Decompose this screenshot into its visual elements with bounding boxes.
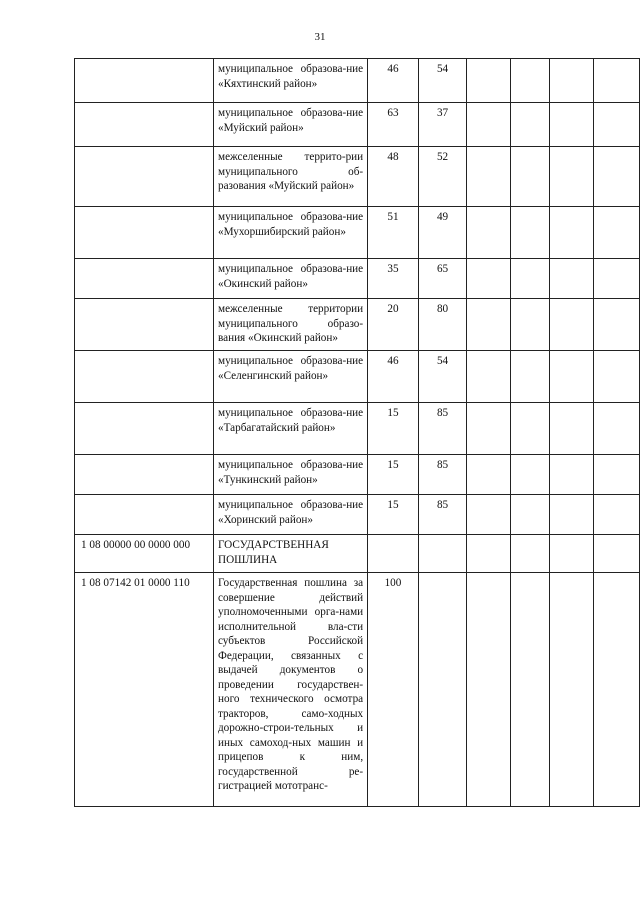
- table-row: [75, 147, 640, 207]
- row-empty-cell: [593, 573, 639, 807]
- row-empty-cell: [549, 103, 593, 147]
- row-code-cell: [75, 455, 214, 495]
- row-empty-cell: [511, 403, 549, 455]
- row-code-cell: 1 08 00000 00 0000 000: [75, 535, 214, 573]
- row-name-cell: муниципальное образова-ние «Хоринский район»: [213, 495, 367, 535]
- row-value-2-cell: [418, 573, 466, 807]
- row-name-cell: межселенные террито-рии муниципального об-разования «Муйский район»: [213, 147, 367, 207]
- table-row: [75, 535, 640, 573]
- row-empty-cell: [549, 573, 593, 807]
- row-empty-cell: [593, 403, 639, 455]
- row-empty-cell: [467, 207, 511, 259]
- row-value-1-cell: 46: [368, 59, 419, 103]
- row-empty-cell: [549, 495, 593, 535]
- row-empty-cell: [549, 59, 593, 103]
- row-code-cell: [75, 351, 214, 403]
- row-empty-cell: [511, 147, 549, 207]
- row-empty-cell: [467, 455, 511, 495]
- row-empty-cell: [593, 535, 639, 573]
- row-value-1-cell: 63: [368, 103, 419, 147]
- row-empty-cell: [511, 259, 549, 299]
- row-value-2-cell: 54: [418, 59, 466, 103]
- row-code-cell: [75, 495, 214, 535]
- row-empty-cell: [511, 207, 549, 259]
- row-empty-cell: [549, 147, 593, 207]
- row-empty-cell: [467, 59, 511, 103]
- row-empty-cell: [467, 103, 511, 147]
- row-value-2-cell: 37: [418, 103, 466, 147]
- row-empty-cell: [511, 535, 549, 573]
- row-code-cell: [75, 103, 214, 147]
- table-row: [75, 351, 640, 403]
- row-empty-cell: [549, 455, 593, 495]
- row-code-cell: [75, 147, 214, 207]
- table-row: [75, 403, 640, 455]
- row-value-2-cell: 85: [418, 455, 466, 495]
- row-empty-cell: [467, 259, 511, 299]
- row-value-2-cell: 52: [418, 147, 466, 207]
- row-empty-cell: [511, 299, 549, 351]
- row-empty-cell: [593, 147, 639, 207]
- row-empty-cell: [467, 147, 511, 207]
- row-name-cell: Государственная пошлина за совершение действий уполномоченными орга-нами исполнительной вла-сти субъектов Российской Федерации, связанных с выдачей документов о проведении государствен-ного технического осмотра тракторов, само-ходных дорожно-строи-тельных и иных самоход-ных машин и прицепов к ним, государственной ре-гистрацией мототранс-: [213, 573, 367, 807]
- row-value-2-cell: 85: [418, 403, 466, 455]
- table-row: [75, 259, 640, 299]
- row-empty-cell: [511, 495, 549, 535]
- row-name-cell: муниципальное образова-ние «Тарбагатайский район»: [213, 403, 367, 455]
- row-value-1-cell: [368, 535, 419, 573]
- row-empty-cell: [467, 403, 511, 455]
- row-empty-cell: [549, 207, 593, 259]
- row-name-cell: межселенные территории муниципального образо-вания «Окинский район»: [213, 299, 367, 351]
- table-row: [75, 573, 640, 807]
- revenue-distribution-table: [74, 58, 640, 807]
- row-empty-cell: [549, 351, 593, 403]
- page-number: 31: [314, 31, 326, 43]
- row-code-cell: [75, 403, 214, 455]
- row-name-cell: муниципальное образова-ние «Окинский район»: [213, 259, 367, 299]
- row-value-1-cell: 100: [368, 573, 419, 807]
- row-empty-cell: [593, 207, 639, 259]
- table-row: [75, 207, 640, 259]
- row-empty-cell: [593, 103, 639, 147]
- row-value-1-cell: 15: [368, 403, 419, 455]
- row-empty-cell: [593, 59, 639, 103]
- table-row: [75, 455, 640, 495]
- row-empty-cell: [467, 535, 511, 573]
- row-value-2-cell: 49: [418, 207, 466, 259]
- row-code-cell: [75, 59, 214, 103]
- row-empty-cell: [511, 455, 549, 495]
- row-value-1-cell: 15: [368, 455, 419, 495]
- row-empty-cell: [467, 351, 511, 403]
- row-empty-cell: [549, 259, 593, 299]
- row-name-cell: муниципальное образова-ние «Мухоршибирский район»: [213, 207, 367, 259]
- table-row: [75, 59, 640, 103]
- row-value-1-cell: 46: [368, 351, 419, 403]
- row-empty-cell: [467, 495, 511, 535]
- row-value-1-cell: 20: [368, 299, 419, 351]
- row-empty-cell: [593, 495, 639, 535]
- row-empty-cell: [467, 573, 511, 807]
- row-name-cell: муниципальное образова-ние «Кяхтинский район»: [213, 59, 367, 103]
- row-empty-cell: [467, 299, 511, 351]
- row-name-cell: муниципальное образова-ние «Селенгинский район»: [213, 351, 367, 403]
- row-empty-cell: [511, 59, 549, 103]
- row-code-cell: [75, 299, 214, 351]
- row-value-2-cell: 80: [418, 299, 466, 351]
- row-value-2-cell: 65: [418, 259, 466, 299]
- table-body: [75, 59, 640, 807]
- row-name-cell: муниципальное образова-ние «Тункинский район»: [213, 455, 367, 495]
- row-empty-cell: [549, 403, 593, 455]
- row-value-1-cell: 48: [368, 147, 419, 207]
- row-empty-cell: [593, 259, 639, 299]
- row-empty-cell: [549, 535, 593, 573]
- row-value-2-cell: 85: [418, 495, 466, 535]
- row-code-cell: [75, 259, 214, 299]
- row-empty-cell: [511, 351, 549, 403]
- row-name-cell: ГОСУДАРСТВЕННАЯ ПОШЛИНА: [213, 535, 367, 573]
- table-row: [75, 103, 640, 147]
- row-empty-cell: [511, 103, 549, 147]
- table-row: [75, 299, 640, 351]
- row-empty-cell: [593, 455, 639, 495]
- row-value-1-cell: 35: [368, 259, 419, 299]
- row-value-1-cell: 51: [368, 207, 419, 259]
- row-value-1-cell: 15: [368, 495, 419, 535]
- row-code-cell: 1 08 07142 01 0000 110: [75, 573, 214, 807]
- row-empty-cell: [549, 299, 593, 351]
- row-empty-cell: [511, 573, 549, 807]
- row-name-cell: муниципальное образова-ние «Муйский район»: [213, 103, 367, 147]
- row-value-2-cell: 54: [418, 351, 466, 403]
- row-empty-cell: [593, 351, 639, 403]
- row-empty-cell: [593, 299, 639, 351]
- row-value-2-cell: [418, 535, 466, 573]
- table-row: [75, 495, 640, 535]
- row-code-cell: [75, 207, 214, 259]
